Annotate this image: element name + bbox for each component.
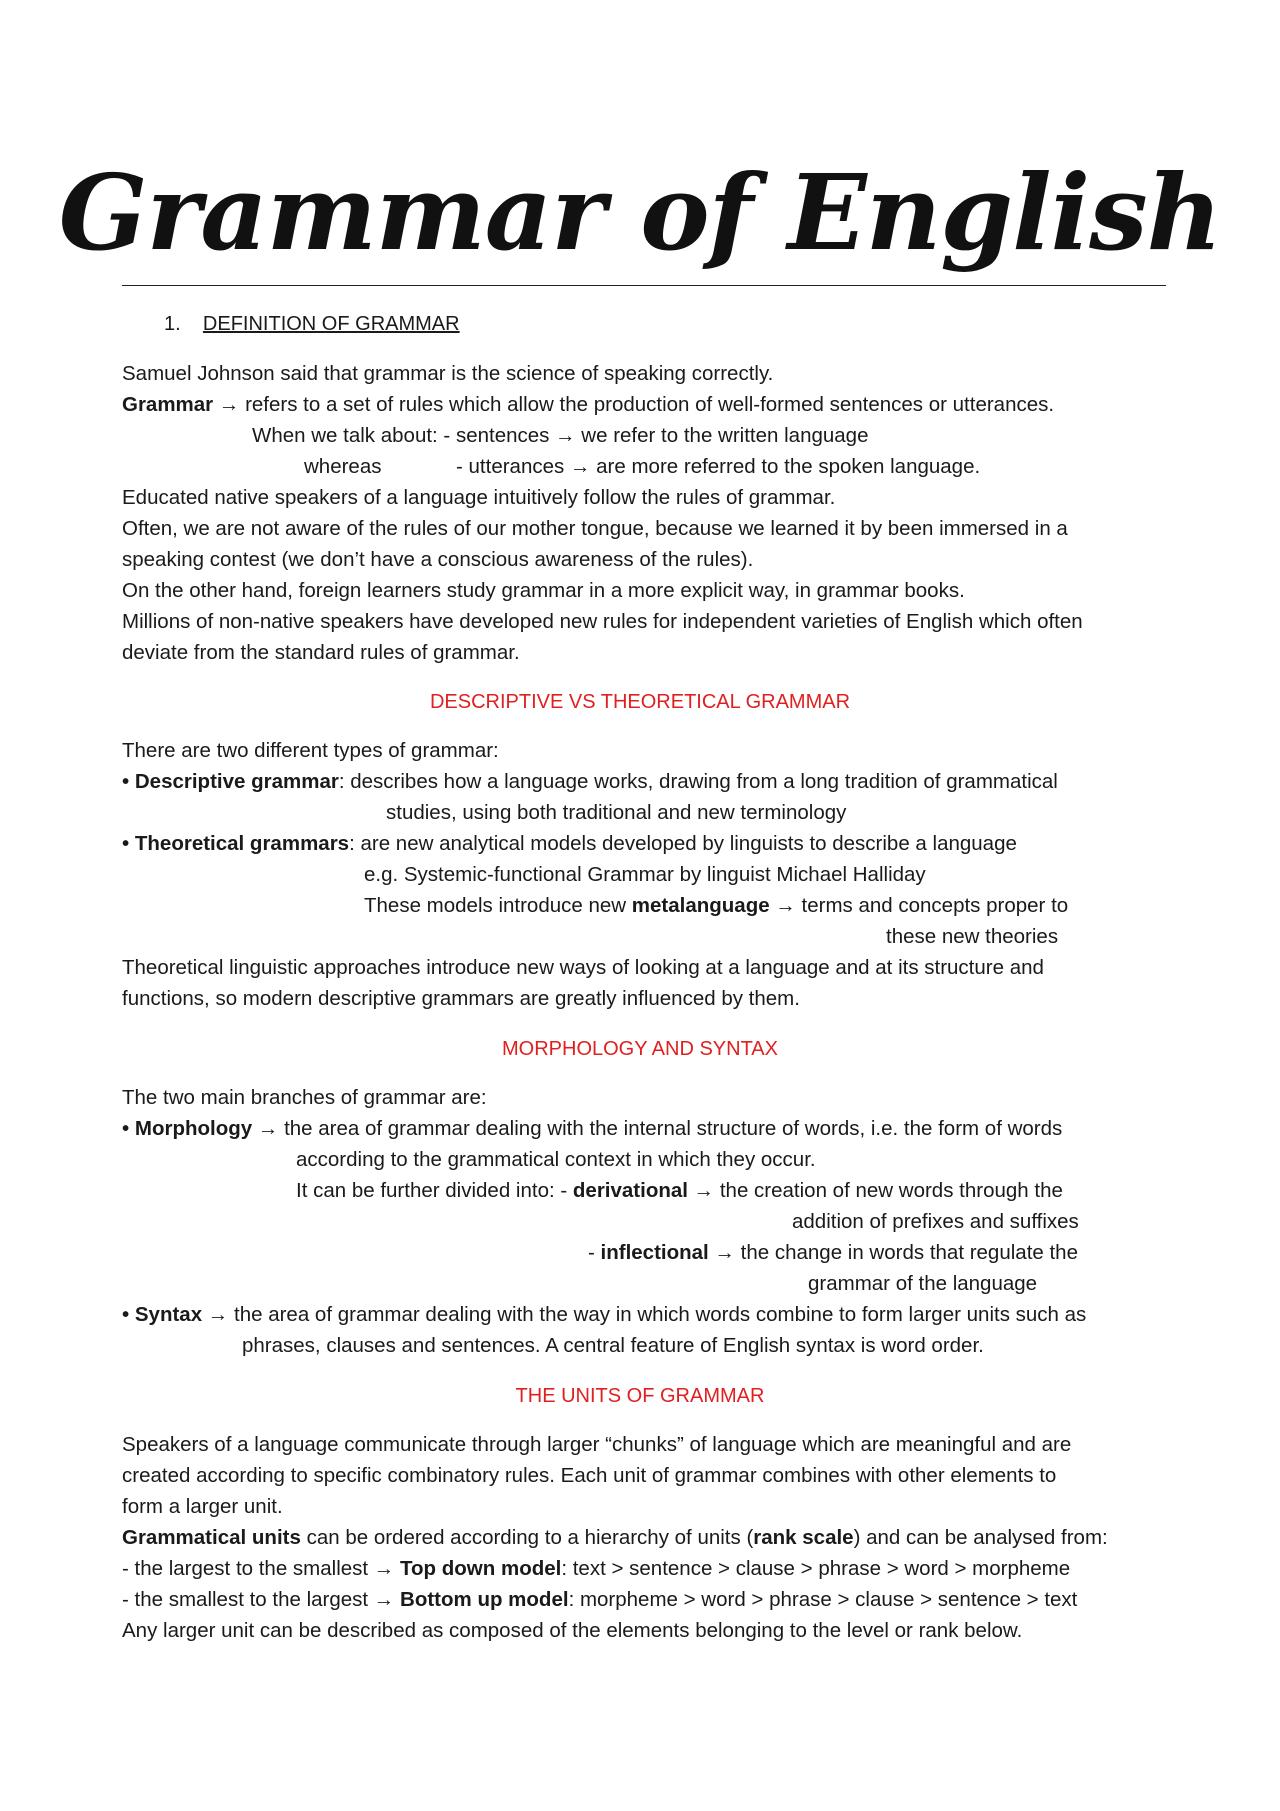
text-span: It can be further divided into: - [296, 1179, 573, 1202]
text-line: these new theories [886, 925, 1059, 948]
subheading: MORPHOLOGY AND SYNTAX [502, 1038, 778, 1060]
text-line: speaking contest (we don’t have a conscious awareness of the rules). [122, 548, 754, 571]
text-span: → the area of grammar dealing with the internal structure of words, i.e. the form of words [252, 1117, 1063, 1140]
text-line: e.g. Systemic-functional Grammar by linguist Michael Halliday [364, 863, 926, 886]
text-span: : are new analytical models developed by linguists to describe a language [349, 832, 1017, 855]
bold-term: metalanguage [631, 894, 770, 917]
text-span: → the change in words that regulate the [708, 1241, 1078, 1264]
text-line: Any larger unit can be described as composed of the elements belonging to the level or rank below. [122, 1619, 1023, 1642]
bold-term: • Descriptive grammar [122, 770, 339, 793]
text-line [122, 1524, 1108, 1552]
text-line [122, 391, 1054, 419]
text-span: → refers to a set of rules which allow the production of well-formed sentences or utterances. [213, 393, 1055, 416]
text-line: functions, so modern descriptive grammars are greatly influenced by them. [122, 987, 800, 1010]
text-line: There are two different types of grammar: [122, 739, 499, 762]
text-span: - the largest to the smallest → [122, 1557, 401, 1580]
bold-term: Grammatical units [122, 1526, 301, 1549]
bold-term: rank scale [753, 1526, 854, 1549]
text-line [122, 1115, 1062, 1143]
text-span: → the creation of new words through the [687, 1179, 1063, 1202]
text-line [122, 1586, 1077, 1614]
text-span: - [588, 1241, 601, 1264]
text-line: form a larger unit. [122, 1495, 283, 1518]
text-line: deviate from the standard rules of grammar. [122, 641, 520, 664]
section-heading [164, 310, 460, 338]
text-line: When we talk about: - sentences → we refer to the written language [252, 424, 869, 447]
bold-term: derivational [572, 1179, 688, 1202]
text-line [122, 1301, 1086, 1329]
text-line: studies, using both traditional and new terminology [386, 801, 847, 824]
text-line [296, 1177, 1063, 1205]
text-line: grammar of the language [808, 1272, 1038, 1295]
text-span: ) and can be analysed from: [853, 1526, 1108, 1549]
text-line [588, 1239, 1078, 1267]
text-line: whereas [304, 455, 382, 478]
bold-term: • Theoretical grammars [122, 832, 350, 855]
text-line: Educated native speakers of a language intuitively follow the rules of grammar. [122, 486, 836, 509]
text-span: - the smallest to the largest → [122, 1588, 401, 1611]
section-title: DEFINITION OF GRAMMAR [202, 313, 460, 335]
subheading: DESCRIPTIVE VS THEORETICAL GRAMMAR [429, 691, 851, 713]
text-line [122, 830, 1017, 858]
text-line: Speakers of a language communicate through larger “chunks” of language which are meaningful and are [122, 1433, 1072, 1456]
text-line [122, 768, 1058, 796]
text-line: On the other hand, foreign learners study grammar in a more explicit way, in grammar books. [122, 579, 965, 602]
text-line: Millions of non-native speakers have developed new rules for independent varieties of English which often [122, 610, 1083, 633]
text-span: : text > sentence > clause > phrase > word > morpheme [561, 1557, 1071, 1580]
text-line: Samuel Johnson said that grammar is the science of speaking correctly. [122, 362, 774, 385]
text-span: : describes how a language works, drawing from a long tradition of grammatical [338, 770, 1058, 793]
text-line: The two main branches of grammar are: [122, 1086, 487, 1109]
bold-term: Grammar [122, 393, 214, 416]
text-line [364, 892, 1068, 920]
text-span: → the area of grammar dealing with the way in which words combine to form larger units such as [202, 1303, 1087, 1326]
text-line [122, 1555, 1070, 1583]
page-title: Grammar of English [58, 151, 1222, 274]
text-line: addition of prefixes and suffixes [792, 1210, 1079, 1233]
bold-term: Bottom up model [400, 1588, 569, 1611]
text-line: Often, we are not aware of the rules of our mother tongue, because we learned it by been immersed in a [122, 517, 1068, 540]
text-line: Theoretical linguistic approaches introduce new ways of looking at a language and at its structure and [122, 956, 1044, 979]
text-line: created according to specific combinatory rules. Each unit of grammar combines with other elements to [122, 1464, 1057, 1487]
text-line: - utterances → are more referred to the spoken language. [456, 455, 981, 478]
title-divider [122, 285, 1166, 286]
text-span: : morpheme > word > phrase > clause > sentence > text [568, 1588, 1078, 1611]
bold-term: • Morphology [122, 1117, 253, 1140]
section-number: 1. [164, 313, 181, 335]
bold-term: • Syntax [122, 1303, 203, 1326]
text-span: These models introduce new [364, 894, 632, 917]
text-span: → terms and concepts proper to [769, 894, 1069, 917]
text-line: phrases, clauses and sentences. A central feature of English syntax is word order. [242, 1334, 984, 1357]
subheading: THE UNITS OF GRAMMAR [515, 1385, 765, 1407]
text-span: can be ordered according to a hierarchy of units ( [300, 1526, 754, 1549]
bold-term: inflectional [600, 1241, 709, 1264]
bold-term: Top down model [400, 1557, 562, 1580]
text-line: according to the grammatical context in which they occur. [296, 1148, 816, 1171]
